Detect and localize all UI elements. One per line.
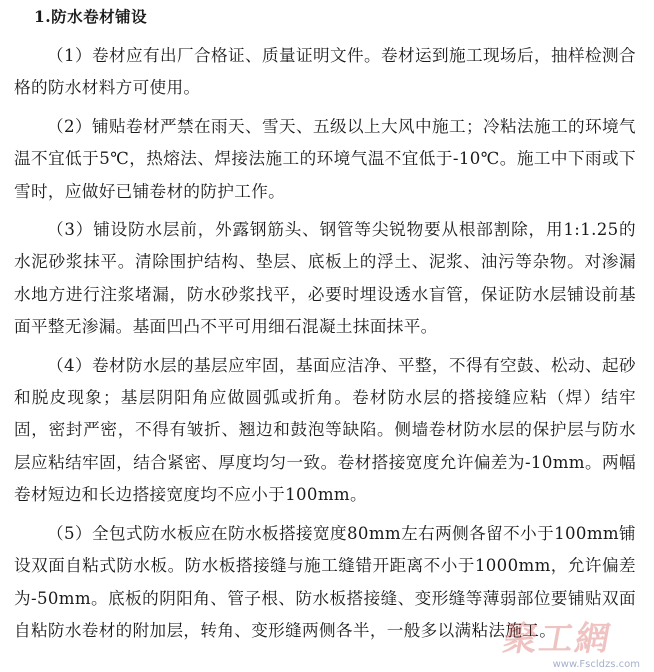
watermark-url: www.Fscldzs.com [552,659,640,670]
paragraph-2: （2）铺贴卷材严禁在雨天、雪天、五级以上大风中施工；冷粘法施工的环境气温不宜低于5℃，热熔法、焊接法施工的环境气温不宜低于-10℃。施工中下雨或下雪时，应做好已铺卷材的防护工作。 [14,116,636,201]
watermark-logo-text: 聚工網 [499,619,615,659]
paragraph-5: （5）全包式防水板应在防水板搭接宽度80mm左右两侧各留不小于100mm铺设双面自粘式防水板。防水板搭接缝与施工缝错开距离不小于1000mm，允许偏差为-50mm。底板的阴阳角、管子根、防水板搭接缝、变形缝等薄弱部位要铺贴双面自粘防水卷材的附加层，转角、变形缝两侧各半，一般多以满粘法施工。 [14,523,636,640]
paragraph-1: （1）卷材应有出厂合格证、质量证明文件。卷材运到施工现场后，抽样检测合格的防水材料方可使用。 [14,46,636,98]
paragraph-3: （3）铺设防水层前，外露钢筋头、钢管等尖锐物要从根部割除，用1:1.25的水泥砂浆抹平。清除围护结构、垫层、底板上的浮土、泥浆、油污等杂物。对渗漏水地方进行注浆堵漏，防水砂浆找平，必要时埋设透水盲管，保证防水层铺设前基面平整无渗漏。基面凹凸不平可用细石混凝土抹面抹平。 [14,220,636,337]
paragraph-4: （4）卷材防水层的基层应牢固，基面应洁净、平整，不得有空鼓、松动、起砂和脱皮现象；基层阴阳角应做圆弧或折角。卷材防水层的搭接缝应粘（焊）结牢固，密封严密，不得有皱折、翘边和鼓泡等缺陷。侧墙卷材防水层的保护层与防水层应粘结牢固，结合紧密、厚度均匀一致。卷材搭接宽度允许偏差为-10mm。两幅卷材短边和长边搭接宽度均不应小于100mm。 [14,355,636,505]
section-heading: 1.防水卷材铺设 [34,7,148,26]
